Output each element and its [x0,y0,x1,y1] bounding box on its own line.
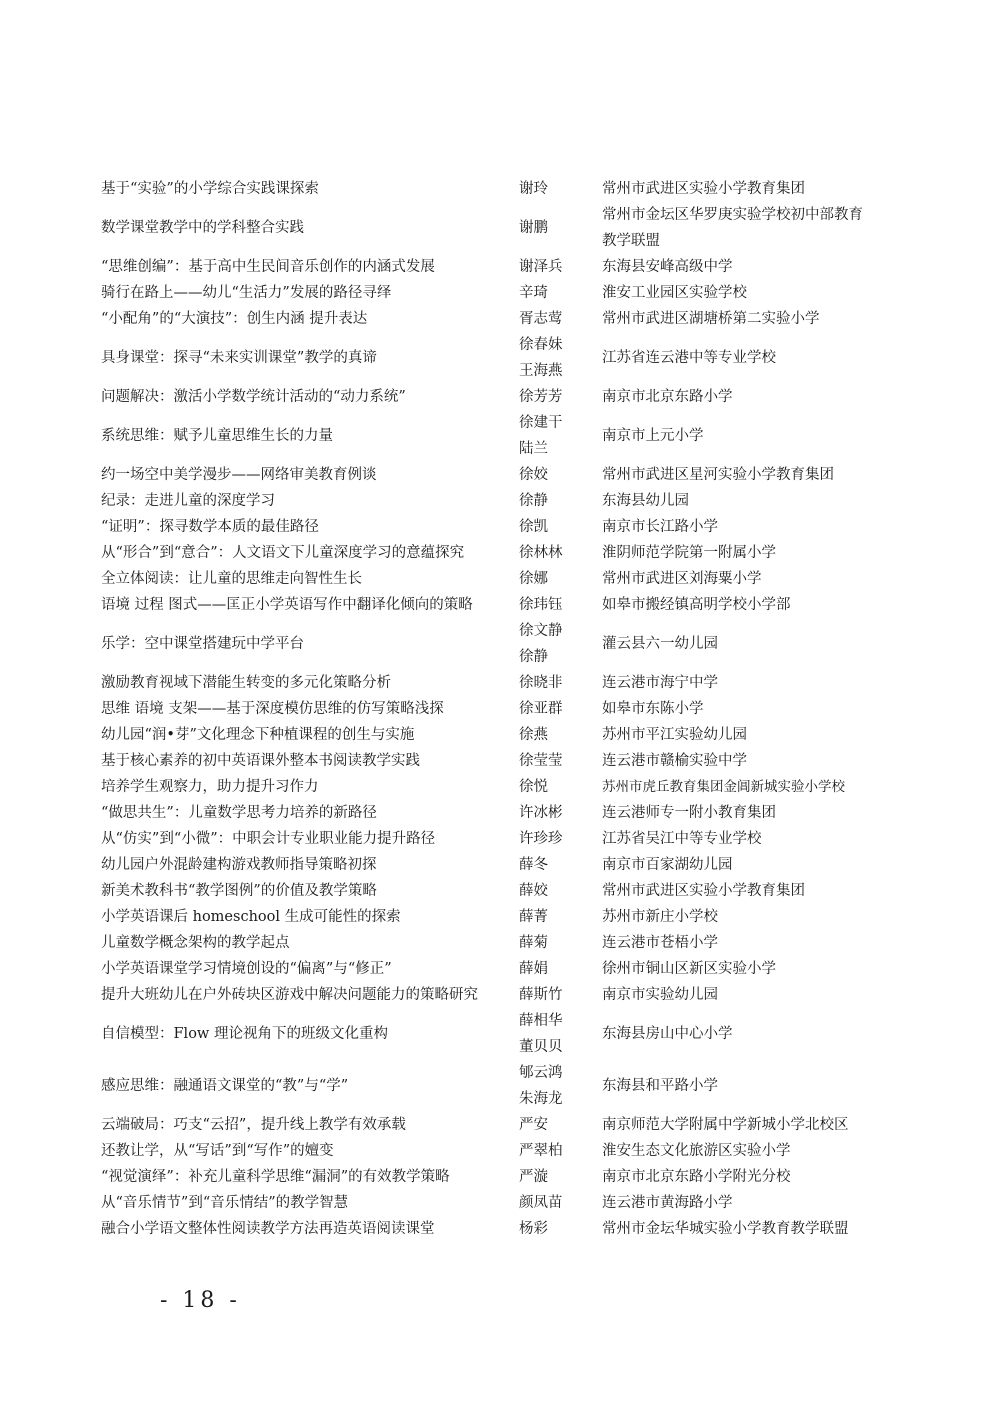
author-name: 许冰彬 [519,805,563,821]
author-name: 胥志莺 [519,311,563,327]
author-name: 谢玲 [519,181,548,197]
row-organization: 东海县房山中心小学 [602,1026,733,1042]
row-authors [519,332,602,384]
row-title: 幼儿园“润•芽”文化理念下种植课程的创生与实施 [101,727,415,743]
author-name: 薛娟 [519,961,548,977]
author-name: 徐晓非 [519,675,563,691]
row-organization: 常州市武进区湖塘桥第二实验小学 [602,311,820,327]
author-name: 薛相华 [519,1013,563,1029]
row-title: 幼儿园户外混龄建构游戏教师指导策略初探 [101,857,377,873]
table-row [101,202,901,254]
table-row [101,540,901,566]
table-row [101,670,901,696]
row-title: 纪录：走进儿童的深度学习 [101,493,275,509]
author-name: 薛斯竹 [519,987,563,1003]
row-title: 语境 过程 图式——匡正小学英语写作中翻译化倾向的策略 [101,597,473,613]
author-name: 徐莹莹 [519,753,563,769]
row-title: 自信模型：Flow 理论视角下的班级文化重构 [101,1026,388,1042]
row-organization: 南京师范大学附属中学新城小学北校区 [602,1117,849,1133]
row-title: 具身课堂：探寻“未来实训课堂”教学的真谛 [101,350,377,366]
row-authors [519,410,602,462]
row-authors [519,1112,602,1138]
table-row [101,930,901,956]
row-authors [519,215,602,241]
row-organization: 南京市北京东路小学 [602,389,733,405]
row-authors [519,670,602,696]
author-name: 薛姣 [519,883,548,899]
table-row [101,1164,901,1190]
row-title: 系统思维：赋予儿童思维生长的力量 [101,428,333,444]
author-name: 徐林林 [519,545,563,561]
row-authors [519,826,602,852]
row-title: 新美术教科书“教学图例”的价值及教学策略 [101,883,377,899]
row-title: 小学英语课后 homeschool 生成可能性的探索 [101,909,401,925]
table-row [101,514,901,540]
row-organization: 连云港市海宁中学 [602,675,718,691]
author-name: 徐玮钰 [519,597,563,613]
table-row [101,982,901,1008]
row-title: 小学英语课堂学习情境创设的“偏离”与“修正” [101,961,392,977]
row-authors [519,254,602,280]
row-organization: 连云港市苍梧小学 [602,935,718,951]
row-title: 基于“实验”的小学综合实践课探索 [101,181,319,197]
author-name: 徐建干 [519,415,563,431]
author-name: 颜凤苗 [519,1195,563,1211]
author-name: 王海燕 [519,363,563,379]
row-organization: 东海县和平路小学 [602,1078,718,1094]
table-row [101,800,901,826]
row-organization: 灌云县六一幼儿园 [602,636,718,652]
row-authors [519,384,602,410]
row-organization: 连云港师专一附小教育集团 [602,805,776,821]
row-authors [519,1060,602,1112]
row-organization: 淮阴师范学院第一附属小学 [602,545,776,561]
author-name: 严翠柏 [519,1143,563,1159]
author-name: 薛菊 [519,935,548,951]
author-name: 严漩 [519,1169,548,1185]
author-name: 谢鹏 [519,220,548,236]
row-title: 激励教育视域下潜能生转变的多元化策略分析 [101,675,391,691]
row-title: 问题解决：激活小学数学统计活动的“动力系统” [101,389,406,405]
table-row [101,904,901,930]
table-row [101,384,901,410]
author-name: 严安 [519,1117,548,1133]
table-row [101,826,901,852]
row-organization: 江苏省吴江中等专业学校 [602,831,762,847]
author-name: 薛冬 [519,857,548,873]
row-title: 感应思维：融通语文课堂的“教”与“学” [101,1078,349,1094]
row-organization: 常州市武进区星河实验小学教育集团 [602,467,834,483]
table-row [101,1216,901,1242]
row-organization: 常州市金坛华城实验小学教育教学联盟 [602,1221,849,1237]
row-authors [519,878,602,904]
row-organization: 江苏省连云港中等专业学校 [602,350,776,366]
author-name: 徐亚群 [519,701,563,717]
row-authors [519,956,602,982]
author-name: 许珍珍 [519,831,563,847]
row-authors [519,488,602,514]
row-organization: 苏州市平江实验幼儿园 [602,727,747,743]
row-organization: 苏州市虎丘教育集团金阊新城实验小学校 [602,779,845,795]
row-organization: 南京市实验幼儿园 [602,987,718,1003]
row-organization: 常州市武进区实验小学教育集团 [602,181,805,197]
row-authors [519,1190,602,1216]
table-row [101,748,901,774]
table-row [101,462,901,488]
author-name: 辛琦 [519,285,548,301]
row-organization: 连云港市赣榆实验中学 [602,753,747,769]
row-organization: 苏州市新庄小学校 [602,909,718,925]
row-title: 约一场空中美学漫步——网络审美教育例谈 [101,467,377,483]
row-authors [519,176,602,202]
row-authors [519,1008,602,1060]
author-name: 徐春妹 [519,337,563,353]
row-organization: 淮安生态文化旅游区实验小学 [602,1143,791,1159]
row-title: “小配角”的“大演技”：创生内涵 提升表达 [101,311,368,327]
row-title: “视觉演绎”：补充儿童科学思维“漏洞”的有效教学策略 [101,1169,450,1185]
author-name: 杨彩 [519,1221,548,1237]
row-title: 融合小学语文整体性阅读教学方法再造英语阅读课堂 [101,1221,435,1237]
table-row [101,696,901,722]
row-organization: 南京市百家湖幼儿园 [602,857,733,873]
row-authors [519,514,602,540]
table-row [101,488,901,514]
row-authors [519,306,602,332]
table-row [101,852,901,878]
row-organization: 南京市长江路小学 [602,519,718,535]
row-organization: 淮安工业园区实验学校 [602,285,747,301]
row-title: 乐学：空中课堂搭建玩中学平台 [101,636,304,652]
author-name: 徐姣 [519,467,548,483]
table-row [101,176,901,202]
row-title: 骑行在路上——幼儿“生活力”发展的路径寻绎 [101,285,392,301]
row-organization: 如皋市搬经镇高明学校小学部 [602,597,791,613]
author-name: 徐芳芳 [519,389,563,405]
author-name: 陆兰 [519,441,548,457]
table-row [101,254,901,280]
row-authors [519,930,602,956]
row-title: “证明”：探寻数学本质的最佳路径 [101,519,319,535]
page-number: - 18 - [160,1288,241,1313]
table-row [101,306,901,332]
row-title: 数学课堂教学中的学科整合实践 [101,220,304,236]
row-title: 从“仿实”到“小微”：中职会计专业职业能力提升路径 [101,831,436,847]
row-title: 提升大班幼儿在户外砖块区游戏中解决问题能力的策略研究 [101,987,478,1003]
row-authors [519,1138,602,1164]
row-organization: 常州市武进区实验小学教育集团 [602,883,805,899]
row-organization: 徐州市铜山区新区实验小学 [602,961,776,977]
row-authors [519,696,602,722]
row-title: 云端破局：巧支“云招”，提升线上教学有效承载 [101,1117,406,1133]
table-row [101,410,901,462]
row-title: “做思共生”：儿童数学思考力培养的新路径 [101,805,377,821]
row-title: 基于核心素养的初中英语课外整本书阅读教学实践 [101,753,420,769]
row-organization: 如皋市东陈小学 [602,701,704,717]
row-authors [519,800,602,826]
row-authors [519,748,602,774]
row-title: 培养学生观察力，助力提升习作力 [101,779,319,795]
author-name: 郇云鸿 [519,1065,563,1081]
table-row [101,1138,901,1164]
row-authors [519,1164,602,1190]
row-title: “思维创编”：基于高中生民间音乐创作的内涵式发展 [101,259,435,275]
row-title: 从“音乐情节”到“音乐情结”的教学智慧 [101,1195,349,1211]
row-organization: 常州市武进区刘海粟小学 [602,571,762,587]
row-organization: 东海县安峰高级中学 [602,259,733,275]
table-row [101,592,901,618]
row-authors [519,1216,602,1242]
table-row [101,1060,901,1112]
row-authors [519,592,602,618]
table-row [101,956,901,982]
author-name: 徐悦 [519,779,548,795]
table-row [101,1112,901,1138]
row-authors [519,540,602,566]
row-organization: 东海县幼儿园 [602,493,689,509]
row-title: 从“形合”到“意合”：人文语文下儿童深度学习的意蕴探究 [101,545,465,561]
row-title: 儿童数学概念架构的教学起点 [101,935,290,951]
table-row [101,1008,901,1060]
table-row [101,1190,901,1216]
row-title: 还教让学，从“写话”到“写作”的嬗变 [101,1143,334,1159]
award-list-table [101,176,901,1242]
row-authors [519,982,602,1008]
author-name: 徐凯 [519,519,548,535]
table-row [101,618,901,670]
row-organization: 连云港市黄海路小学 [602,1195,733,1211]
row-organization: 南京市北京东路小学附光分校 [602,1169,791,1185]
author-name: 徐燕 [519,727,548,743]
author-name: 徐静 [519,493,548,509]
row-organization: 南京市上元小学 [602,428,704,444]
row-authors [519,566,602,592]
row-organization: 常州市金坛区华罗庚实验学校初中部教育教学联盟 [602,207,863,249]
table-row [101,332,901,384]
row-authors [519,618,602,670]
row-title: 思维 语境 支架——基于深度模仿思维的仿写策略浅探 [101,701,444,717]
author-name: 董贝贝 [519,1039,563,1055]
table-row [101,774,901,800]
row-authors [519,462,602,488]
row-authors [519,722,602,748]
table-row [101,280,901,306]
table-row [101,566,901,592]
author-name: 谢泽兵 [519,259,563,275]
table-row [101,722,901,748]
author-name: 朱海龙 [519,1091,563,1107]
author-name: 薛菁 [519,909,548,925]
author-name: 徐文静 [519,623,563,639]
row-title: 全立体阅读：让儿童的思维走向智性生长 [101,571,362,587]
row-authors [519,774,602,800]
author-name: 徐静 [519,649,548,665]
row-authors [519,280,602,306]
table-row [101,878,901,904]
author-name: 徐娜 [519,571,548,587]
row-authors [519,904,602,930]
row-authors [519,852,602,878]
